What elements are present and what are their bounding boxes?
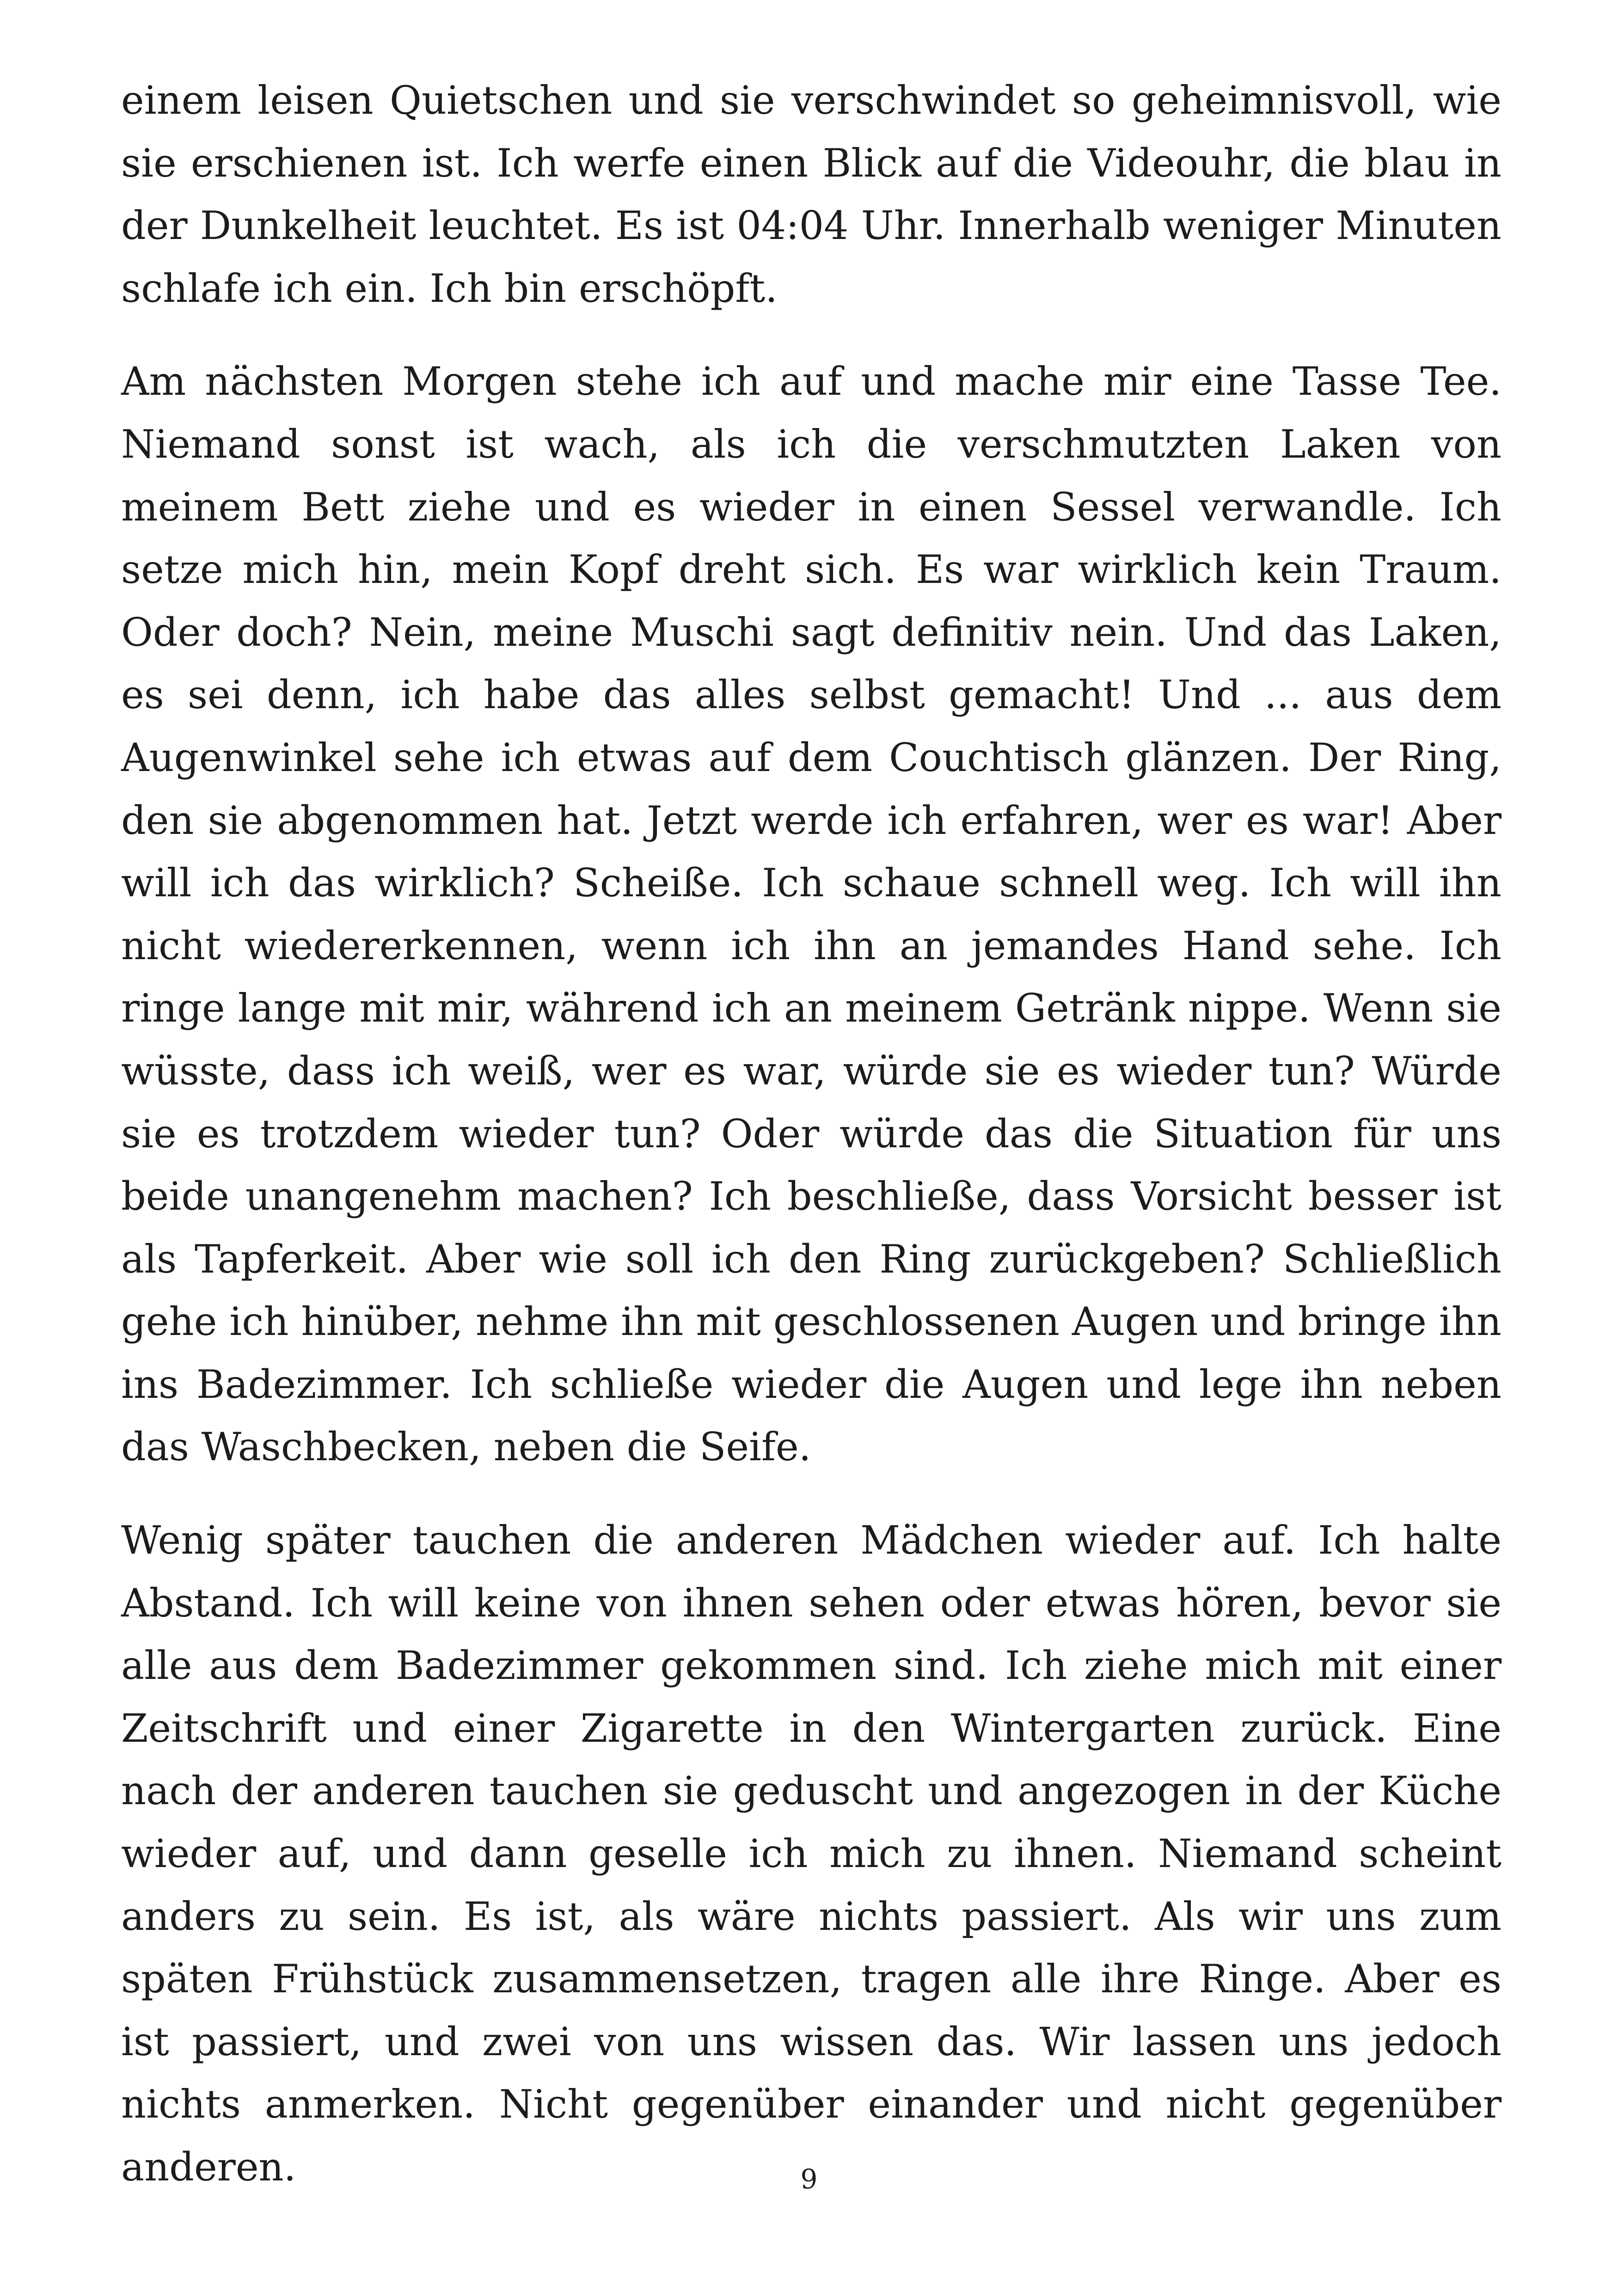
paragraph-1: einem leisen Quietschen und sie verschwindet so geheimnisvoll, wie sie erschienen ist. Ich werfe einen Blick auf die Videouhr, die blau in der Dunkelheit leuchtet. Es ist 04:04 Uhr. Innerhalb weniger Minuten schlafe ich ein. Ich bin erschöpft.: [121, 78, 1502, 311]
paragraph-2: Am nächsten Morgen stehe ich auf und mache mir eine Tasse Tee. Niemand sonst ist wach, als ich die verschmutzten Laken von meinem Bett ziehe und es wieder in einen Sessel verwandle. Ich setze mich hin, mein Kopf dreht sich. Es war wirklich kein Traum. Oder doch? Nein, meine Muschi sagt definitiv nein. Und das Laken, es sei denn, ich habe das alles selbst gemacht! Und ... aus dem Augenwinkel sehe ich etwas auf dem Couchtisch glänzen. Der Ring, den sie abgenommen hat. Jetzt werde ich erfahren, wer es war! Aber will ich das wirklich? Scheiße. Ich schaue schnell weg. Ich will ihn nicht wiedererkennen, wenn ich ihn an jemandes Hand sehe. Ich ringe lange mit mir, während ich an meinem Getränk nippe. Wenn sie wüsste, dass ich weiß, wer es war, würde sie es wieder tun? Würde sie es trotzdem wieder tun? Oder würde das die Situation für uns beide unangenehm machen? Ich beschließe, dass Vorsicht besser ist als Tapferkeit. Aber wie soll ich den Ring zurückgeben? Schließlich gehe ich hinüber, nehme ihn mit geschlossenen Augen und bringe ihn ins Badezimmer. Ich schließe wieder die Augen und lege ihn neben das Waschbecken, neben die Seife.: [121, 359, 1502, 1470]
paragraph-3: Wenig später tauchen die anderen Mädchen wieder auf. Ich halte Abstand. Ich will keine von ihnen sehen oder etwas hören, bevor sie alle aus dem Badezimmer gekommen sind. Ich ziehe mich mit einer Zeitschrift und einer Zigarette in den Wintergarten zurück. Eine nach der anderen tauchen sie geduscht und angezogen in der Küche wieder auf, und dann geselle ich mich zu ihnen. Niemand scheint anders zu sein. Es ist, als wäre nichts passiert. Als wir uns zum späten Frühstück zusammensetzen, tragen alle ihre Ringe. Aber es ist passiert, und zwei von uns wissen das. Wir lassen uns jedoch nichts anmerken. Nicht gegenüber einander und nicht gegenüber anderen.: [121, 1518, 1502, 2190]
body-text: [121, 69, 1502, 2229]
page-number: 9: [800, 2163, 818, 2195]
